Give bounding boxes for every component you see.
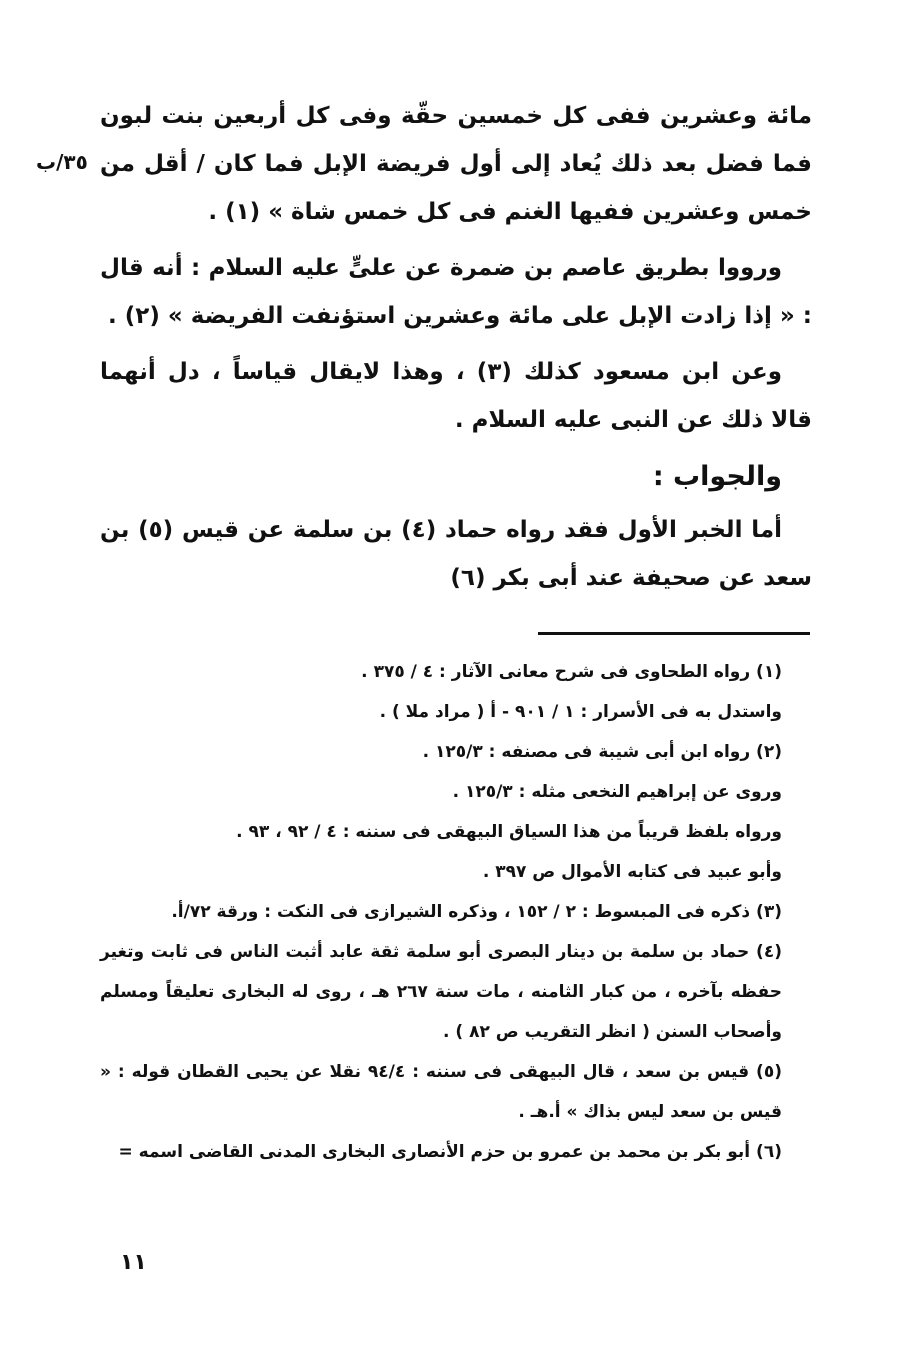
section-heading: والجواب : <box>652 461 782 492</box>
footnote-line: واستدل به فى الأسرار : ١ / ٩٠١ - أ ( مراد ملا ) . <box>379 702 782 722</box>
footnote-separator <box>538 632 810 635</box>
paragraph-4: أما الخبر الأول فقد رواه حماد (٤) بن سلمة عن قيس (٥) بن سعد عن صحيفة عند أبى بكر (٦) <box>100 517 812 591</box>
paragraph-2: ورووا بطريق عاصم بن ضمرة عن علىٍّ عليه السلام : أنه قال : « إذا زادت الإبل على مائة وعشرين استؤنفت الفريضة » (٢) . <box>100 255 812 329</box>
footnote-line: (٦) أبو بكر بن محمد بن عمرو بن حزم الأنصارى البخارى المدنى القاضى اسمه = <box>118 1142 782 1162</box>
page-number: ١١ <box>120 1250 147 1275</box>
footnote-line: (٣) ذكره فى المبسوط : ٢ / ١٥٢ ، وذكره الشيرازى فى النكت : ورقة ٧٢/أ. <box>171 902 782 922</box>
footnote-line: (٢) رواه ابن أبى شيبة فى مصنفه : ١٢٥/٣ . <box>422 742 782 762</box>
footnote-line: ورواه بلفظ قريباً من هذا السياق البيهقى فى سننه : ٤ / ٩٢ ، ٩٣ . <box>236 822 782 842</box>
footnote-line: وروى عن إبراهيم النخعى مثله : ١٢٥/٣ . <box>452 782 782 802</box>
paragraph-1: مائة وعشرين ففى كل خمسين حقّة وفى كل أربعين بنت لبون فما فضل بعد ذلك يُعاد إلى أول فريضة الإبل فما كان / أقل من خمس وعشرين ففيها الغنم فى كل خمس شاة » (١) . <box>100 103 812 225</box>
footnote-line: (٤) حماد بن سلمة بن دينار البصرى أبو سلمة ثقة عابد أثبت الناس فى ثابت وتغير حفظه بآخره ، من كبار الثامنه ، مات سنة ٢٦٧ هـ ، روى له البخارى تعليقاً ومسلم وأصحاب السنن ( انظر التقريب ص ٨٢ ) . <box>100 942 782 1042</box>
footnote-line: (١) رواه الطحاوى فى شرح معانى الآثار : ٤ / ٣٧٥ . <box>361 662 782 682</box>
folio-margin-note: ٣٥/ب <box>36 150 88 174</box>
footnotes <box>100 652 812 1172</box>
footnote-line: (٥) قيس بن سعد ، قال البيهقى فى سننه : ٩٤/٤ نقلا عن يحيى القطان قوله : « قيس بن سعد ليس بذاك » أ.هـ . <box>100 1062 782 1122</box>
main-text <box>100 92 812 610</box>
footnote-line: وأبو عبيد فى كتابه الأموال ص ٣٩٧ . <box>482 862 782 882</box>
paragraph-3: وعن ابن مسعود كذلك (٣) ، وهذا لايقال قياساً ، دل أنهما قالا ذلك عن النبى عليه السلام . <box>100 359 812 433</box>
